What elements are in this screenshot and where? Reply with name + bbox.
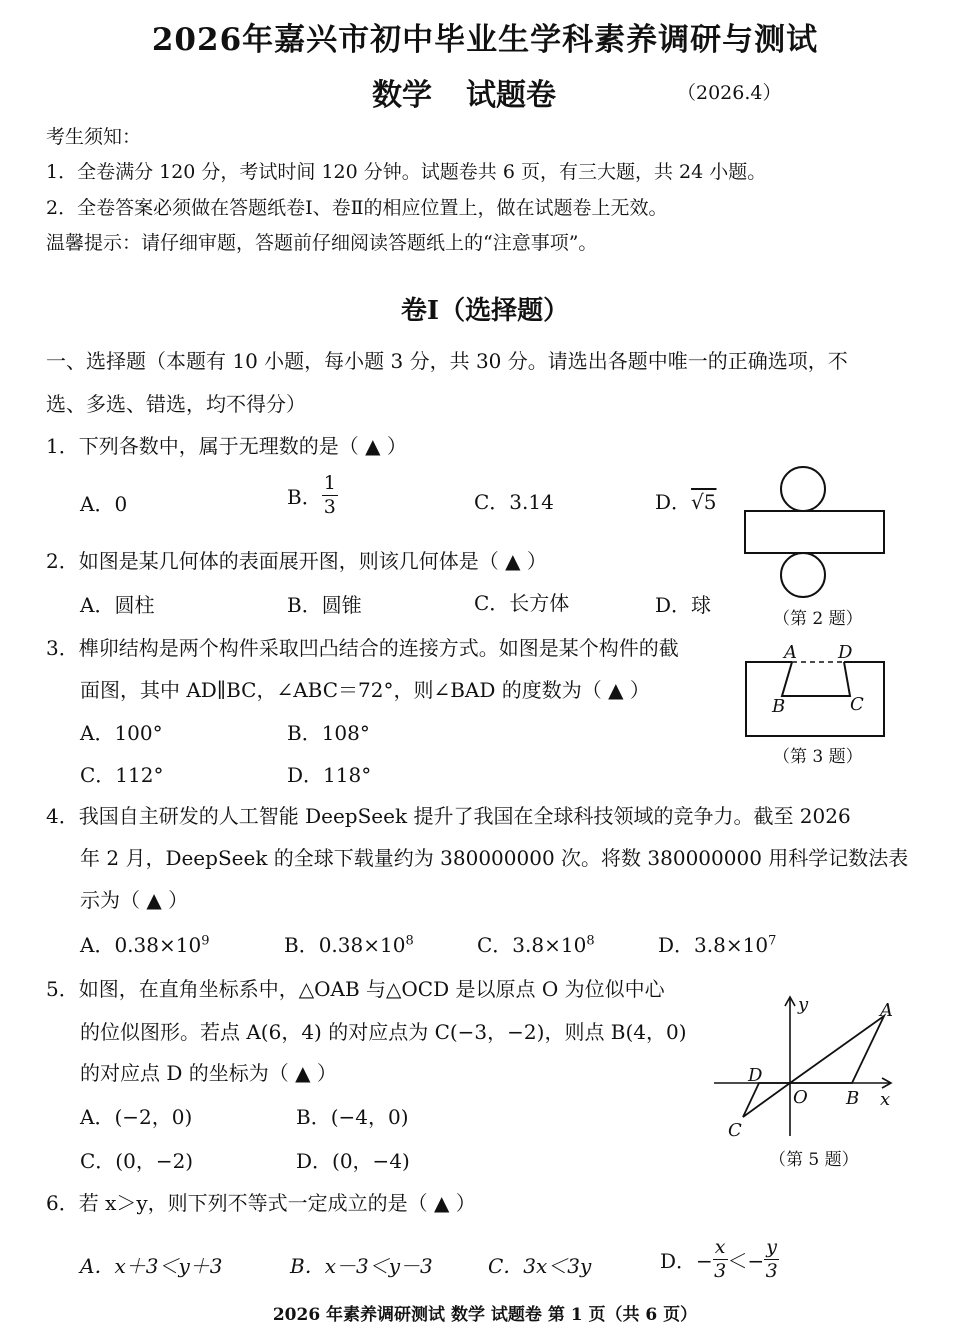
q5-label-o: O bbox=[793, 1087, 808, 1108]
q6-d-fraction-1 bbox=[713, 1238, 728, 1281]
q1-option-b-fraction bbox=[322, 474, 338, 517]
exam-date: （2026.4） bbox=[677, 82, 782, 104]
subject-label: 数学 bbox=[372, 78, 432, 113]
q1-option-c: C．3.14 bbox=[474, 490, 554, 514]
q4-option-c bbox=[477, 929, 595, 958]
notice-heading: 考生须知： bbox=[46, 126, 142, 148]
q6-d-numerator-2: y bbox=[766, 1236, 778, 1258]
q5-option-d: D．(0，−4) bbox=[296, 1149, 410, 1173]
q6-option-d bbox=[660, 1238, 779, 1281]
q5-label-c: C bbox=[728, 1120, 742, 1141]
q1-option-b bbox=[287, 474, 338, 517]
q3-label-b: B bbox=[772, 696, 786, 717]
q3-label-d: D bbox=[838, 642, 853, 663]
q4-b-base: B．0.38×10 bbox=[284, 933, 406, 957]
q4-option-b bbox=[284, 929, 414, 958]
q2-option-d: D．球 bbox=[655, 593, 712, 617]
q6-option-a: A．x＋3＜y＋3 bbox=[80, 1254, 223, 1278]
q1-stem: 1．下列各数中，属于无理数的是（ ▲ ） bbox=[46, 434, 407, 458]
q3-option-d: D．118° bbox=[287, 763, 372, 787]
exam-subtitle bbox=[372, 70, 556, 114]
q5-label-a: A bbox=[880, 1000, 893, 1021]
section-title: 卷Ⅰ（选择题） bbox=[400, 296, 570, 326]
q2-option-b: B．圆锥 bbox=[287, 593, 362, 617]
q5-option-c: C．(0，−2) bbox=[80, 1149, 194, 1173]
exam-title: 2026年嘉兴市初中毕业生学科素养调研与测试 bbox=[151, 22, 819, 58]
q2-bottom-circle bbox=[781, 553, 825, 597]
q6-d-middle: ＜− bbox=[727, 1249, 765, 1273]
q4-stem-2: 年 2 月，DeepSeek 的全球下载量约为 380000000 次。将数 380000000 用科学记数法表 bbox=[80, 846, 909, 870]
q4-d-exponent: 7 bbox=[768, 933, 777, 949]
q5-label-d: D bbox=[748, 1065, 763, 1086]
q2-rectangle bbox=[745, 511, 884, 553]
q2-option-c: C．长方体 bbox=[474, 591, 570, 615]
q4-stem-3: 示为（ ▲ ） bbox=[80, 888, 189, 912]
q2-stem: 2．如图是某几何体的表面展开图，则该几何体是（ ▲ ） bbox=[46, 549, 547, 573]
q6-option-c: C．3x＜3y bbox=[488, 1254, 592, 1278]
q5-triangle-oab bbox=[790, 1016, 884, 1083]
q6-d-numerator-1: x bbox=[714, 1236, 726, 1258]
q5-caption: （第 5 题） bbox=[769, 1150, 859, 1170]
q5-figure bbox=[710, 990, 900, 1140]
q6-d-denominator-1: 3 bbox=[714, 1260, 727, 1282]
q4-stem-1: 4．我国自主研发的人工智能 DeepSeek 提升了我国在全球科技领域的竞争力。截至 2026 bbox=[46, 804, 851, 828]
paper-label: 试题卷 bbox=[466, 78, 556, 113]
notice-item-2: 2．全卷答案必须做在答题纸卷Ⅰ、卷Ⅱ的相应位置上，做在试题卷上无效。 bbox=[46, 197, 668, 219]
q3-stem-1: 3．榫卯结构是两个构件采取凹凸结合的连接方式。如图是某个构件的截 bbox=[46, 636, 679, 660]
q4-a-base: A．0.38×10 bbox=[80, 933, 202, 957]
q1-option-d-prefix: D． bbox=[655, 490, 692, 514]
q3-label-a: A bbox=[784, 642, 797, 663]
q2-option-a: A．圆柱 bbox=[80, 593, 155, 617]
q1-option-d bbox=[655, 486, 717, 515]
q5-stem-3: 的对应点 D 的坐标为（ ▲ ） bbox=[80, 1061, 337, 1085]
q5-triangle-ocd bbox=[743, 1083, 790, 1117]
q5-label-b: B bbox=[846, 1088, 860, 1109]
q1-option-d-radical: √5 bbox=[691, 490, 717, 514]
q1-b-numerator: 1 bbox=[323, 472, 336, 494]
q4-b-exponent: 8 bbox=[405, 933, 414, 949]
q4-d-base: D．3.8×10 bbox=[658, 933, 769, 957]
q3-label-c: C bbox=[850, 694, 864, 715]
q3-groove bbox=[782, 662, 850, 696]
q6-d-fraction-2 bbox=[764, 1238, 779, 1281]
q1-b-denominator: 3 bbox=[323, 496, 336, 518]
q6-option-b: B．x－3＜y－3 bbox=[290, 1254, 433, 1278]
page-footer: 2026 年素养调研测试 数学 试题卷 第 1 页（共 6 页） bbox=[272, 1305, 698, 1325]
q1-option-a: A．0 bbox=[80, 492, 128, 516]
q5-option-a: A．(−2，0) bbox=[80, 1105, 193, 1129]
q3-caption: （第 3 题） bbox=[773, 747, 863, 767]
q3-option-a: A．100° bbox=[80, 721, 163, 745]
q5-label-x: x bbox=[880, 1089, 891, 1110]
q2-caption: （第 2 题） bbox=[773, 609, 863, 629]
section-instruction-2: 选、多选、错选，均不得分） bbox=[46, 392, 306, 416]
q3-option-c: C．112° bbox=[80, 763, 164, 787]
q6-d-prefix: D．− bbox=[660, 1249, 713, 1273]
q6-stem: 6．若 x＞y，则下列不等式一定成立的是（ ▲ ） bbox=[46, 1191, 476, 1215]
q4-option-a bbox=[80, 929, 209, 958]
notice-tip: 温馨提示：请仔细审题，答题前仔细阅读答题纸上的“注意事项”。 bbox=[46, 232, 598, 254]
q2-top-circle bbox=[781, 467, 825, 511]
q3-option-b: B．108° bbox=[287, 721, 370, 745]
q5-label-y: y bbox=[798, 994, 809, 1015]
q6-d-denominator-2: 3 bbox=[765, 1260, 778, 1282]
q4-c-exponent: 8 bbox=[586, 933, 595, 949]
q4-a-exponent: 9 bbox=[201, 933, 210, 949]
q4-option-d bbox=[658, 929, 776, 958]
q5-option-b: B．(−4，0) bbox=[296, 1105, 409, 1129]
q3-stem-2: 面图，其中 AD∥BC，∠ABC＝72°，则∠BAD 的度数为（ ▲ ） bbox=[80, 678, 650, 702]
q5-stem-2: 的位似图形。若点 A(6，4) 的对应点为 C(−3，−2)，则点 B(4，0) bbox=[80, 1020, 687, 1044]
q4-c-base: C．3.8×10 bbox=[477, 933, 587, 957]
q3-figure bbox=[744, 640, 889, 740]
notice-item-1: 1．全卷满分 120 分，考试时间 120 分钟。试题卷共 6 页，有三大题，共 24 小题。 bbox=[46, 161, 767, 183]
q5-stem-1: 5．如图，在直角坐标系中，△OAB 与△OCD 是以原点 O 为位似中心 bbox=[46, 977, 665, 1001]
section-instruction-1: 一、选择题（本题有 10 小题，每小题 3 分，共 30 分。请选出各题中唯一的正确选项，不 bbox=[46, 349, 848, 373]
q1-option-b-prefix: B． bbox=[287, 485, 322, 509]
